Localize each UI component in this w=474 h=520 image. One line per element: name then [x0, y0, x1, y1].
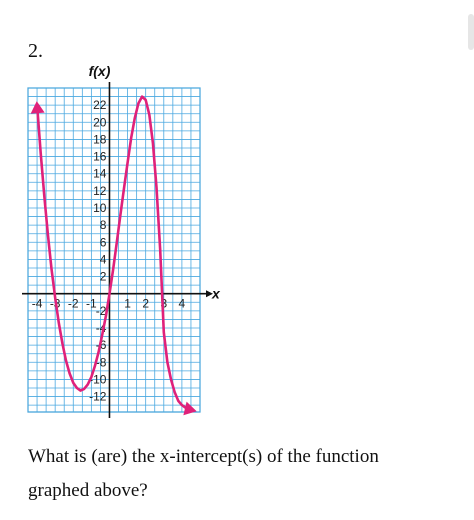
- question-line-2: graphed above?: [28, 480, 148, 501]
- y-tick-label: 20: [93, 115, 107, 130]
- x-tick-label: 4: [178, 296, 186, 311]
- y-tick-label: -12: [89, 389, 107, 404]
- x-axis-label: x: [212, 285, 220, 302]
- x-tick-label: -1: [86, 296, 97, 311]
- x-tick-label: 2: [142, 296, 150, 311]
- y-tick-label: 4: [99, 252, 107, 267]
- x-tick-label: 1: [124, 296, 131, 311]
- x-tick-label: 3: [160, 296, 168, 311]
- question-text: [28, 440, 448, 508]
- problem-number: 2.: [28, 40, 43, 62]
- y-tick-label: 8: [99, 218, 107, 233]
- y-tick-label: -8: [95, 355, 107, 370]
- y-tick-label: 16: [93, 149, 107, 164]
- y-tick-label: 12: [93, 183, 107, 198]
- x-tick-label: -3: [49, 296, 61, 311]
- y-tick-label: 6: [99, 235, 107, 250]
- grid: [28, 88, 200, 412]
- x-tick-label: -4: [31, 296, 43, 311]
- y-tick-label: 18: [93, 132, 107, 147]
- y-tick-label: -6: [95, 338, 107, 353]
- y-tick-label: 22: [93, 98, 107, 113]
- y-tick-label: 14: [93, 166, 107, 181]
- grid-frame: [28, 88, 200, 412]
- question-line-1: What is (are) the x-intercept(s) of the function: [28, 446, 379, 467]
- y-tick-label: -2: [95, 303, 107, 318]
- y-axis-label: f(x): [88, 63, 111, 79]
- y-tick-label: -10: [89, 372, 107, 387]
- y-tick-label: 2: [99, 269, 107, 284]
- y-tick-label: 10: [93, 201, 107, 215]
- y-tick-label: -4: [95, 321, 107, 335]
- x-tick-label: -2: [67, 296, 79, 311]
